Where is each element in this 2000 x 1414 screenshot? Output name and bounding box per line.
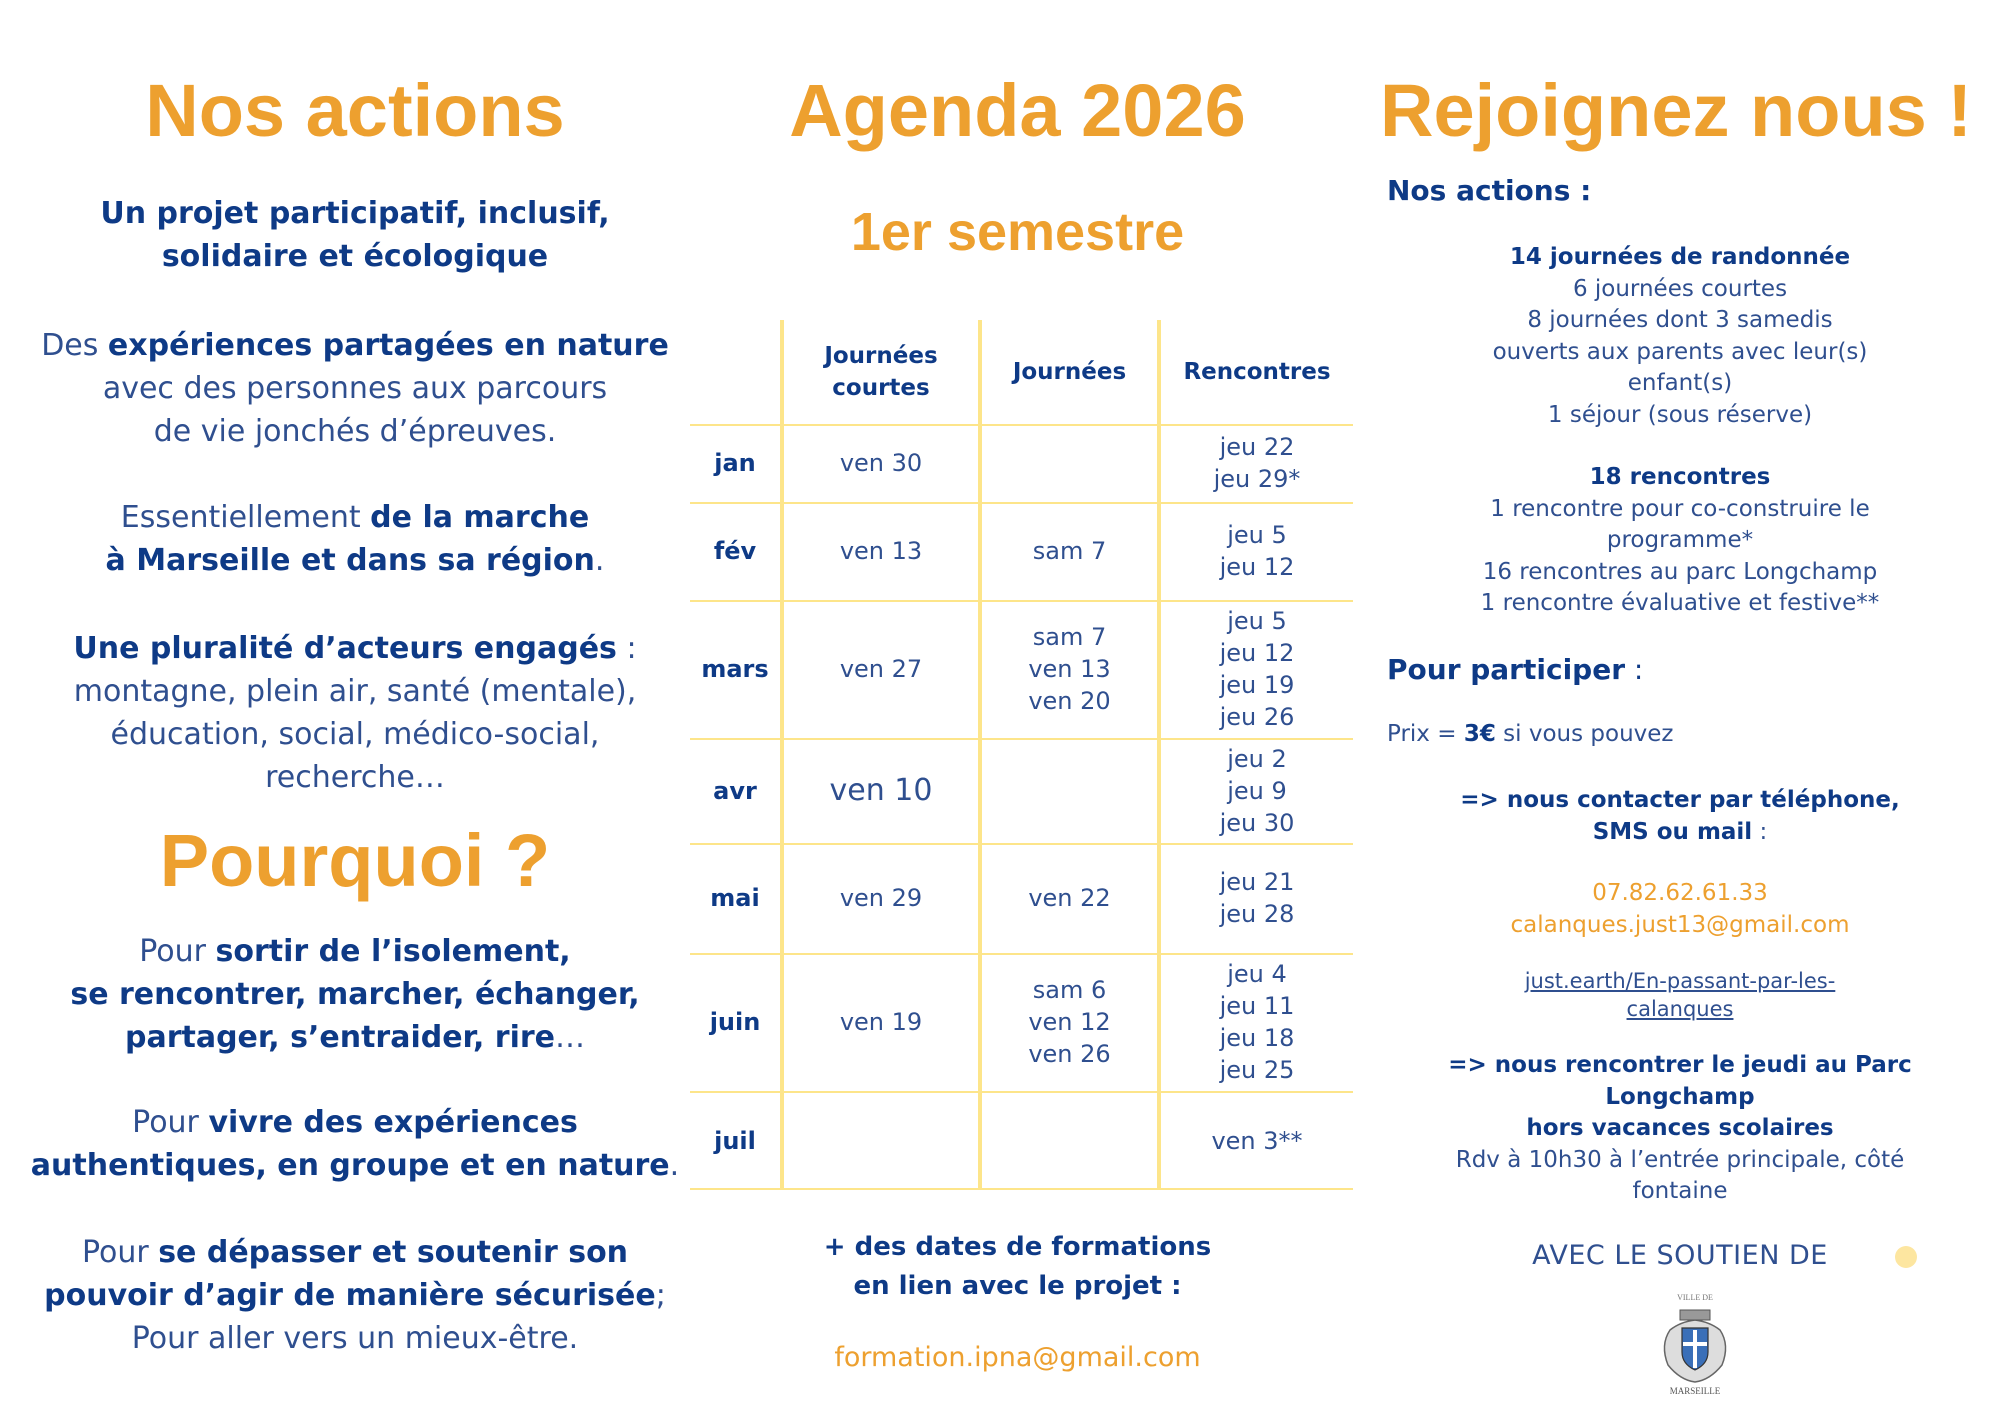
pourquoi-title: Pourquoi ? bbox=[159, 819, 551, 902]
month-label: mai bbox=[710, 884, 760, 912]
meeting-cell-entry: jeu 30 bbox=[1219, 808, 1295, 837]
meetings-title: 18 rencontres bbox=[1589, 464, 1771, 490]
day-cell-entry: sam 7 bbox=[1032, 537, 1107, 565]
meeting-cell-entry: jeu 12 bbox=[1219, 639, 1295, 667]
p5-bold3: partager, s’entraider, rire bbox=[124, 1020, 556, 1055]
meeting-cell bbox=[1161, 843, 1353, 953]
p5-bold2: se rencontrer, marcher, échanger, bbox=[70, 977, 640, 1012]
meeting-cell-entry: jeu 12 bbox=[1219, 553, 1295, 581]
meeting-cell bbox=[1161, 1091, 1353, 1190]
rencontre-l5: fontaine bbox=[1632, 1178, 1728, 1204]
link-l1[interactable]: just.earth/En-passant-par-les- bbox=[1524, 969, 1836, 993]
formation-email[interactable]: formation.ipna@gmail.com bbox=[834, 1342, 1201, 1373]
p2-line3: de vie jonchés d’épreuves. bbox=[153, 414, 557, 449]
header-meetings: Rencontres bbox=[1183, 359, 1331, 385]
p2-bold: expériences partagées en nature bbox=[107, 328, 669, 363]
meeting-cell-entry: jeu 25 bbox=[1219, 1056, 1295, 1084]
p3-pre: Essentiellement bbox=[120, 500, 371, 535]
meeting-cell bbox=[1161, 424, 1353, 502]
month-label: juin bbox=[709, 1008, 761, 1036]
agenda-title: Agenda 2026 bbox=[789, 69, 1246, 152]
grid-hline bbox=[690, 502, 1353, 504]
day-cell-entry: ven 26 bbox=[1028, 1040, 1111, 1068]
contact-block bbox=[1375, 785, 1985, 848]
day-cell-entry: sam 7 bbox=[1032, 623, 1107, 651]
p2-line2: avec des personnes aux parcours bbox=[102, 371, 608, 406]
header-short-days bbox=[784, 320, 978, 424]
acteurs-paragraph bbox=[25, 627, 685, 799]
hikes-l4: enfant(s) bbox=[1627, 370, 1733, 396]
prix-value: 3€ bbox=[1463, 721, 1496, 747]
short-day-cell: ven 30 bbox=[839, 449, 923, 477]
p5-pre: Pour bbox=[139, 934, 216, 969]
hikes-title: 14 journées de randonnée bbox=[1509, 244, 1851, 270]
nos-actions-title: Nos actions bbox=[145, 69, 565, 152]
middle-column bbox=[690, 0, 1345, 1414]
meeting-cell bbox=[1161, 502, 1353, 600]
left-column bbox=[25, 0, 685, 1414]
project-description bbox=[25, 192, 685, 278]
prix-post: si vous pouvez bbox=[1495, 721, 1674, 747]
meeting-cell-entry: jeu 19 bbox=[1219, 671, 1295, 699]
p6-bold2: authentiques, en groupe et en nature bbox=[30, 1148, 670, 1183]
meetings-l4: 1 rencontre évaluative et festive** bbox=[1480, 590, 1880, 616]
rencontre-l2: Longchamp bbox=[1605, 1083, 1755, 1110]
day-cell bbox=[982, 738, 1157, 843]
short-day-cell: ven 13 bbox=[839, 537, 923, 565]
hikes-l2: 8 journées dont 3 samedis bbox=[1527, 307, 1833, 333]
meeting-cell-entry: jeu 22 bbox=[1219, 433, 1295, 461]
agenda-table bbox=[690, 320, 1353, 1190]
website-link[interactable] bbox=[1375, 967, 1985, 1023]
month-label: jan bbox=[714, 449, 756, 477]
p1-line2: solidaire et écologique bbox=[161, 239, 549, 274]
marche-paragraph bbox=[25, 496, 685, 582]
crest-cross-v bbox=[1693, 1330, 1697, 1368]
meeting-cell bbox=[1161, 600, 1353, 738]
isolement-paragraph bbox=[25, 930, 685, 1059]
p4-line2: montagne, plein air, santé (mentale), bbox=[73, 674, 637, 709]
rencontre-l1: => nous rencontrer le jeudi au Parc bbox=[1448, 1052, 1912, 1078]
participer-label: Pour participer bbox=[1387, 653, 1626, 686]
meeting-cell-entry: jeu 21 bbox=[1219, 868, 1295, 896]
p3-bold2: à Marseille et dans sa région bbox=[105, 543, 595, 578]
grid-hline bbox=[690, 1188, 1353, 1190]
meeting-cell-entry: jeu 11 bbox=[1219, 992, 1295, 1020]
day-cell-entry: ven 20 bbox=[1028, 687, 1111, 715]
rencontre-l3: hors vacances scolaires bbox=[1526, 1115, 1834, 1141]
p3-bold1: de la marche bbox=[370, 500, 590, 535]
meetings-l1: 1 rencontre pour co-construire le bbox=[1490, 495, 1870, 522]
day-cell bbox=[982, 600, 1157, 738]
day-cell-entry: ven 22 bbox=[1028, 884, 1111, 912]
p7-bold1: se dépasser et soutenir son bbox=[158, 1235, 629, 1270]
participer-colon: : bbox=[1625, 653, 1644, 686]
meeting-cell-entry: jeu 4 bbox=[1227, 960, 1287, 988]
day-cell bbox=[982, 424, 1157, 502]
soutien-label: AVEC LE SOUTIEN DE bbox=[1532, 1240, 1828, 1271]
grid-hline bbox=[690, 953, 1353, 955]
hikes-l1: 6 journées courtes bbox=[1572, 275, 1788, 302]
p6-pre: Pour bbox=[132, 1105, 209, 1140]
p1-line1: Un projet participatif, inclusif, bbox=[100, 196, 610, 231]
day-cell-entry: ven 13 bbox=[1028, 655, 1111, 683]
experiences-paragraph bbox=[25, 324, 685, 453]
p4-post: : bbox=[616, 631, 637, 666]
header-days: Journées bbox=[1012, 359, 1127, 385]
p4-line3: éducation, social, médico-social, bbox=[110, 717, 600, 752]
month-label: fév bbox=[713, 537, 757, 565]
month-label: avr bbox=[713, 776, 757, 805]
logo-top-text: VILLE DE bbox=[1677, 1293, 1713, 1302]
link-l2[interactable]: calanques bbox=[1626, 997, 1734, 1021]
p2-pre: Des bbox=[41, 328, 108, 363]
grid-hline bbox=[690, 424, 1353, 426]
hikes-block bbox=[1375, 242, 1985, 431]
month-label: mars bbox=[701, 655, 769, 683]
rencontre-l4: Rdv à 10h30 à l’entrée principale, côté bbox=[1455, 1146, 1905, 1173]
month-label: juil bbox=[714, 1126, 756, 1155]
header-short-l2: courtes bbox=[832, 375, 930, 401]
meeting-cell-entry: jeu 5 bbox=[1227, 607, 1287, 635]
marseille-crest-logo bbox=[1640, 1290, 1750, 1400]
nos-actions-label: Nos actions : bbox=[1387, 174, 1592, 207]
meeting-cell-entry: jeu 29* bbox=[1213, 465, 1301, 493]
day-cell-entry: sam 6 bbox=[1032, 976, 1107, 1004]
p4-line4: recherche… bbox=[265, 760, 445, 795]
decorative-dot bbox=[1895, 1246, 1917, 1268]
p5-post: … bbox=[555, 1020, 586, 1055]
p6-post: . bbox=[669, 1148, 680, 1183]
p4-bold: Une pluralité d’acteurs engagés bbox=[73, 631, 617, 666]
header-short-l1: Journées bbox=[824, 343, 938, 369]
p3-post: . bbox=[594, 543, 605, 578]
meeting-cell-entry: jeu 9 bbox=[1227, 776, 1287, 805]
p7-post: ; bbox=[655, 1278, 666, 1313]
meeting-cell-entry: jeu 5 bbox=[1227, 521, 1287, 549]
day-cell bbox=[982, 953, 1157, 1091]
meeting-cell-entry: jeu 26 bbox=[1219, 703, 1295, 731]
meeting-cell-entry: jeu 28 bbox=[1219, 900, 1295, 928]
contact-colon: : bbox=[1752, 818, 1768, 845]
rejoignez-title: Rejoignez nous ! bbox=[1380, 69, 1972, 152]
day-cell bbox=[982, 1091, 1157, 1190]
meeting-cell bbox=[1161, 953, 1353, 1091]
rencontre-block bbox=[1375, 1050, 1985, 1208]
crest-crown bbox=[1680, 1310, 1710, 1320]
grid-hline bbox=[690, 600, 1353, 602]
participer-heading bbox=[1387, 653, 1643, 686]
meetings-l3: 16 rencontres au parc Longchamp bbox=[1482, 558, 1878, 585]
grid-hline bbox=[690, 1091, 1353, 1093]
prix-pre: Prix = bbox=[1387, 721, 1464, 747]
experiences-authentiques-paragraph bbox=[25, 1101, 685, 1187]
short-day-cell: ven 27 bbox=[839, 655, 923, 683]
short-day-cell: ven 19 bbox=[839, 1008, 923, 1036]
grid-hline bbox=[690, 738, 1353, 740]
p6-bold1: vivre des expériences bbox=[208, 1105, 578, 1140]
meeting-cell bbox=[1161, 738, 1353, 843]
contact-l2: SMS ou mail bbox=[1592, 818, 1753, 845]
hikes-l3: ouverts aux parents avec leur(s) bbox=[1492, 338, 1868, 365]
grid-hline bbox=[690, 843, 1353, 845]
contact-l1: => nous contacter par téléphone, bbox=[1460, 787, 1900, 813]
day-cell bbox=[982, 843, 1157, 953]
p7-pre: Pour bbox=[81, 1235, 159, 1270]
phone-number[interactable]: 07.82.62.61.33 bbox=[1592, 880, 1768, 906]
p7-bold2: pouvoir d’agir de manière sécurisée bbox=[44, 1278, 656, 1313]
hikes-l5: 1 séjour (sous réserve) bbox=[1547, 401, 1813, 428]
meeting-cell-entry: jeu 2 bbox=[1227, 744, 1287, 773]
price-line bbox=[1387, 721, 1673, 747]
meetings-block bbox=[1375, 462, 1985, 620]
short-day-cell: ven 10 bbox=[829, 772, 933, 808]
p7-line3: Pour aller vers un mieux-être. bbox=[131, 1321, 579, 1356]
depasser-paragraph bbox=[25, 1231, 685, 1360]
footer-line1: + des dates de formations bbox=[823, 1232, 1212, 1262]
footer-line2: en lien avec le projet : bbox=[853, 1271, 1182, 1301]
meetings-l2: programme* bbox=[1606, 527, 1754, 553]
right-column bbox=[1375, 0, 1985, 1414]
contact-details bbox=[1375, 878, 1985, 941]
day-cell-entry: ven 12 bbox=[1028, 1008, 1111, 1036]
meeting-cell-entry: jeu 18 bbox=[1219, 1024, 1295, 1052]
short-day-cell bbox=[784, 1091, 978, 1190]
contact-email[interactable]: calanques.just13@gmail.com bbox=[1510, 911, 1850, 938]
logo-bottom-text: MARSEILLE bbox=[1669, 1386, 1721, 1396]
p5-bold1: sortir de l’isolement, bbox=[215, 934, 571, 969]
formations-note bbox=[690, 1228, 1345, 1306]
meeting-cell-entry: ven 3** bbox=[1211, 1126, 1303, 1155]
semester-subtitle: 1er semestre bbox=[850, 202, 1185, 262]
day-cell bbox=[982, 502, 1157, 600]
crest-cross-h bbox=[1683, 1342, 1707, 1346]
short-day-cell: ven 29 bbox=[839, 884, 923, 912]
